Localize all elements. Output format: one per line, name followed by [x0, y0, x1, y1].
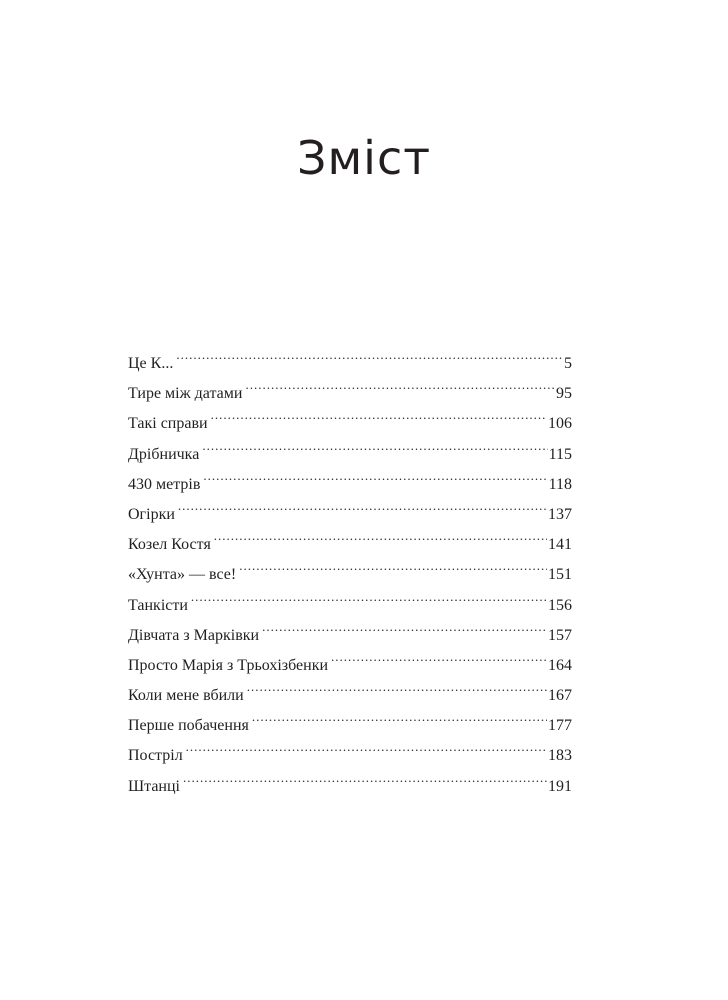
toc-entry-page-number: 191 — [548, 777, 572, 795]
dot-leader — [191, 580, 547, 610]
dot-leader — [183, 761, 547, 791]
toc-entry-page-number: 95 — [556, 385, 572, 403]
toc-entry-page-number: 118 — [548, 475, 572, 493]
toc-entry-title: Тире між датами — [128, 385, 243, 403]
toc-entry-page-number: 137 — [548, 505, 572, 523]
page-title: Зміст — [296, 131, 432, 185]
toc-entry-title: Штанці — [128, 777, 180, 795]
toc-entry-page-number: 164 — [548, 656, 572, 674]
toc-entry-page-number: 106 — [548, 415, 572, 433]
toc-entry — [128, 338, 572, 372]
dot-leader — [202, 429, 547, 459]
toc-entry-title: Козел Костя — [128, 536, 211, 554]
dot-leader — [176, 338, 563, 368]
dot-leader — [245, 368, 555, 398]
toc-entry-title: 430 метрів — [128, 475, 201, 493]
toc-entry-page-number: 141 — [548, 536, 572, 554]
toc-entry-page-number: 183 — [548, 747, 572, 765]
toc-entry-title: Такі справи — [128, 415, 208, 433]
table-of-contents — [128, 338, 572, 795]
toc-entry — [128, 519, 572, 554]
toc-entry-title: «Хунта» — все! — [128, 566, 237, 584]
toc-entry-title: Танкісти — [128, 596, 188, 614]
toc-entry-page-number: 177 — [548, 717, 572, 735]
toc-entry-title: Дівчата з Марківки — [128, 626, 260, 644]
toc-entry-page-number: 167 — [548, 687, 572, 705]
toc-entry-title: Це К... — [128, 355, 174, 372]
toc-entry-title: Коли мене вбили — [128, 687, 244, 705]
toc-entry — [128, 489, 572, 523]
toc-entry-page-number: 115 — [548, 445, 572, 463]
toc-entry-title: Постріл — [128, 747, 183, 765]
toc-entry — [128, 368, 572, 403]
dot-leader — [211, 398, 547, 428]
toc-entry — [128, 610, 572, 644]
toc-entry-page-number: 156 — [548, 596, 572, 614]
toc-entry — [128, 580, 572, 614]
dot-leader — [331, 640, 547, 670]
dot-leader — [262, 610, 547, 640]
dot-leader — [178, 489, 547, 519]
dot-leader — [214, 519, 547, 549]
dot-leader — [239, 549, 547, 579]
toc-entry-title: Дрібничка — [128, 445, 200, 463]
toc-entry — [128, 730, 572, 765]
toc-entry-page-number: 5 — [564, 355, 572, 372]
toc-entry-title: Перше побачення — [128, 717, 249, 735]
toc-entry — [128, 761, 572, 795]
toc-entry-title: Огірки — [128, 505, 175, 523]
dot-leader — [203, 459, 547, 489]
toc-entry-page-number: 151 — [548, 566, 572, 584]
dot-leader — [247, 670, 547, 700]
dot-leader — [186, 730, 547, 760]
toc-entry-page-number: 157 — [548, 626, 572, 644]
toc-entry-title: Просто Марія з Трьохізбенки — [128, 656, 329, 674]
dot-leader — [252, 700, 547, 730]
